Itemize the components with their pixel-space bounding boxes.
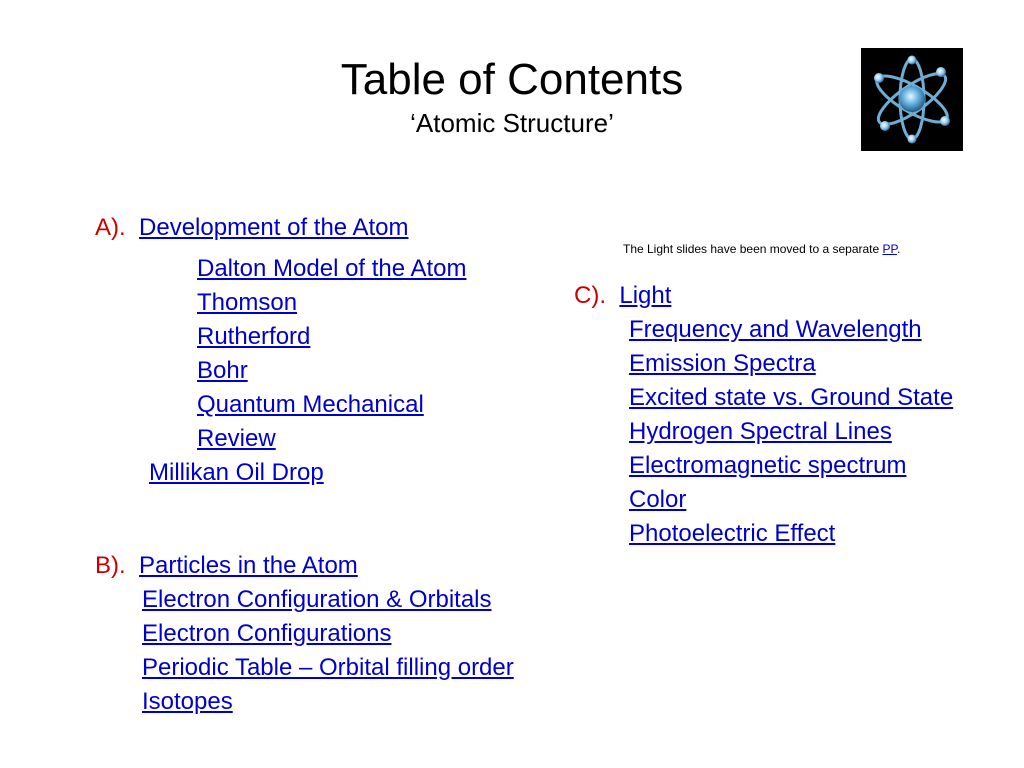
link-electron-configuration-orbitals[interactable]: Electron Configuration & Orbitals [142, 586, 492, 613]
section-b-heading-row [95, 552, 358, 580]
link-isotopes[interactable]: Isotopes [142, 688, 233, 715]
link-periodic-table-orbital-filling[interactable]: Periodic Table – Orbital filling order [142, 654, 514, 681]
link-pp[interactable]: PP [882, 242, 897, 256]
link-electron-configurations[interactable]: Electron Configurations [142, 620, 392, 647]
link-photoelectric-effect[interactable]: Photoelectric Effect [629, 520, 836, 547]
link-quantum-mechanical[interactable]: Quantum Mechanical [197, 391, 424, 418]
section-a-heading-row [95, 214, 409, 242]
link-hydrogen-spectral-lines[interactable]: Hydrogen Spectral Lines [629, 418, 892, 445]
link-electromagnetic-spectrum[interactable]: Electromagnetic spectrum [629, 452, 907, 479]
link-dalton-model[interactable]: Dalton Model of the Atom [197, 255, 467, 282]
link-development-of-the-atom[interactable]: Development of the Atom [139, 214, 409, 241]
note-text: The Light slides have been moved to a separate [623, 242, 883, 256]
page-title: Table of Contents [340, 55, 684, 104]
page-subtitle: ‘Atomic Structure’ [410, 108, 614, 138]
link-emission-spectra[interactable]: Emission Spectra [629, 350, 816, 377]
link-rutherford[interactable]: Rutherford [197, 323, 311, 350]
link-review[interactable]: Review [197, 425, 276, 452]
note-suffix: . [896, 242, 901, 256]
link-bohr[interactable]: Bohr [197, 357, 248, 384]
link-thomson[interactable]: Thomson [197, 289, 298, 316]
section-c-heading-row [574, 282, 671, 310]
atom-icon [861, 48, 963, 151]
link-millikan-oil-drop[interactable]: Millikan Oil Drop [149, 459, 324, 486]
light-slides-note [623, 242, 900, 256]
link-frequency-and-wavelength[interactable]: Frequency and Wavelength [629, 316, 922, 343]
atom-image [861, 48, 963, 151]
section-a-prefix: A). [95, 214, 126, 241]
link-light[interactable]: Light [619, 282, 672, 309]
link-color[interactable]: Color [629, 486, 687, 513]
link-excited-vs-ground-state[interactable]: Excited state vs. Ground State [629, 384, 954, 411]
section-c-prefix: C). [574, 282, 606, 309]
link-particles-in-the-atom[interactable]: Particles in the Atom [139, 552, 358, 579]
section-b-prefix: B). [95, 552, 126, 579]
